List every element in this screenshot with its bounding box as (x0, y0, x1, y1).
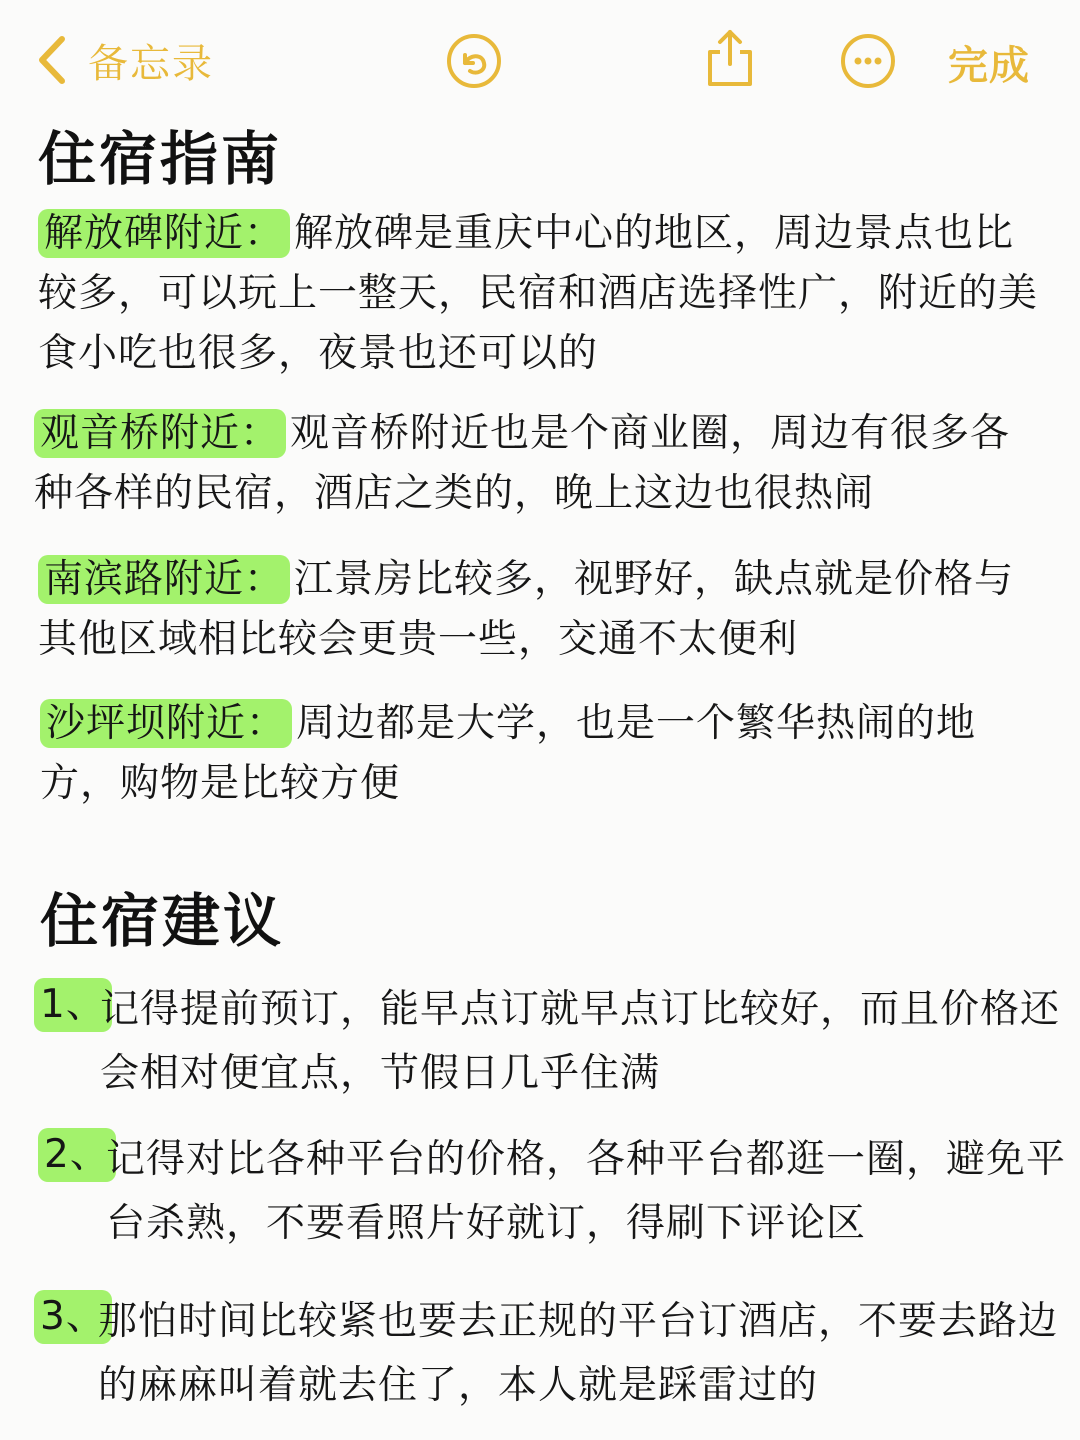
undo-icon[interactable] (446, 33, 502, 89)
advice-item (34, 1290, 1074, 1420)
advice-item (38, 1128, 1074, 1258)
guide-entry (40, 694, 1046, 814)
share-icon[interactable] (702, 28, 758, 88)
toolbar (0, 0, 1080, 120)
chevron-left-icon (34, 33, 70, 87)
item-text: 记得提前预订，能早点订就早点订比较好，而且价格还会相对便宜点，节假日几乎住满 (100, 987, 1061, 1096)
more-icon[interactable] (840, 33, 896, 89)
section-title-guide: 住宿指南 (38, 125, 283, 193)
item-number: 1、 (34, 978, 112, 1032)
back-button[interactable] (34, 32, 214, 88)
advice-item (34, 978, 1074, 1108)
back-label: 备忘录 (88, 40, 214, 87)
item-number: 2、 (38, 1128, 116, 1182)
area-description: 观音桥附近也是个商业圈，周边有很多各种各样的民宿，酒店之类的，晚上这边也很热闹 (34, 411, 1011, 516)
item-text: 那怕时间比较紧也要去正规的平台订酒店，不要去路边的麻麻叫着就去住了，本人就是踩雷过的 (98, 1299, 1059, 1408)
area-label: 观音桥附近： (34, 409, 286, 458)
area-description: 江景房比较多，视野好，缺点就是价格与其他区域相比较会更贵一些，交通不太便利 (38, 557, 1015, 662)
area-label: 南滨路附近： (38, 555, 290, 604)
area-description: 解放碑是重庆中心的地区，周边景点也比较多，可以玩上一整天，民宿和酒店选择性广，附近的美食小吃也很多，夜景也还可以的 (38, 211, 1039, 376)
area-label: 沙坪坝附近： (40, 699, 292, 748)
done-button[interactable]: 完成 (948, 43, 1030, 89)
guide-entry (38, 204, 1048, 384)
section-title-advice: 住宿建议 (40, 887, 285, 955)
guide-entry (34, 404, 1048, 524)
item-text: 记得对比各种平台的价格，各种平台都逛一圈，避免平台杀熟，不要看照片好就订，得刷下评论区 (106, 1137, 1067, 1246)
item-number: 3、 (34, 1290, 112, 1344)
guide-entry (38, 550, 1050, 670)
area-description: 周边都是大学，也是一个繁华热闹的地方，购物是比较方便 (40, 701, 977, 806)
area-label: 解放碑附近： (38, 209, 290, 258)
